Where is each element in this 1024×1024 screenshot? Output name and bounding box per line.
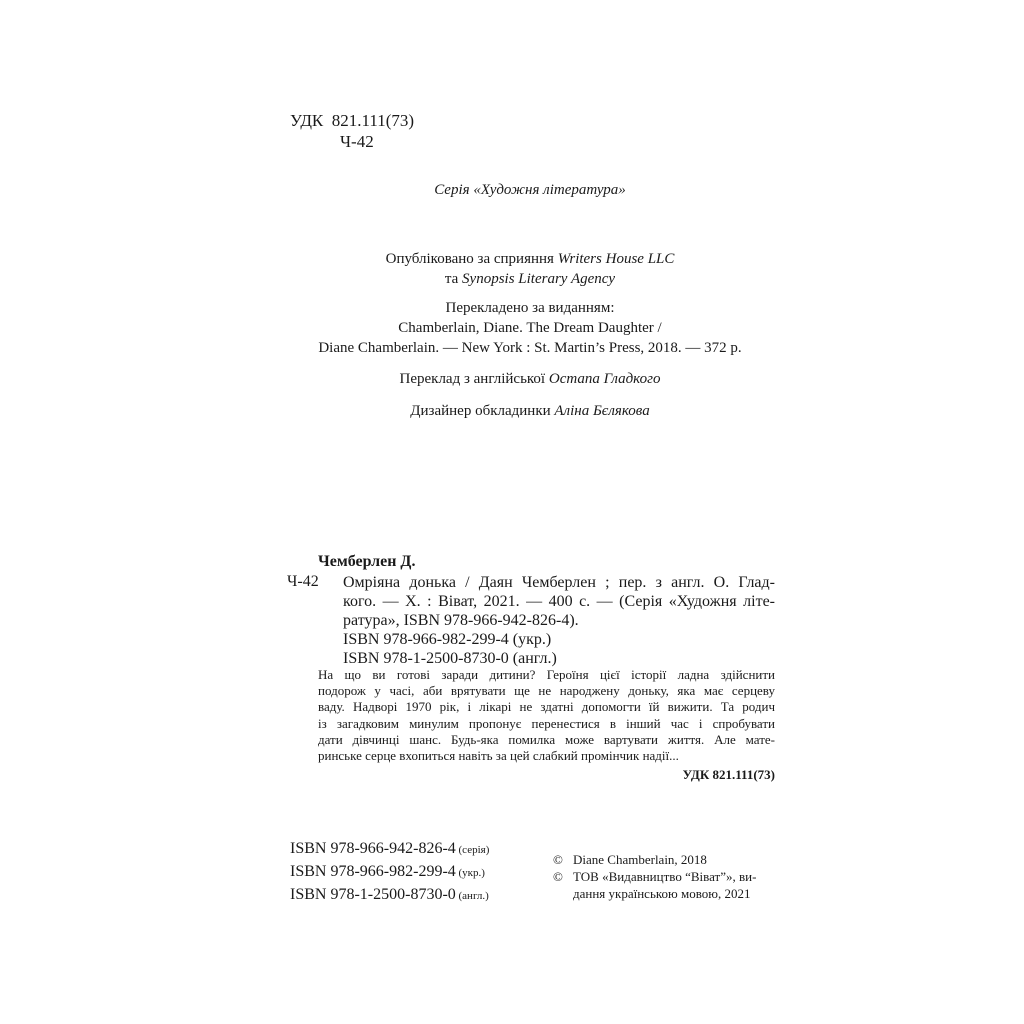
copyright-symbol: © — [553, 852, 563, 867]
copyright-text: ТОВ «Видавництво “Віват”», ви- — [573, 869, 757, 884]
card-isbn-ukr: ISBN 978-966-982-299-4 (укр.) — [343, 631, 552, 648]
isbn-note: (англ.) — [455, 890, 489, 902]
designer-lead: Дизайнер обкладинки — [410, 403, 555, 419]
original-edition — [270, 298, 790, 358]
card-line: кого. — Х. : Віват, 2021. — 400 с. — (Серія «Художня літе- — [343, 593, 775, 610]
card-isbn-eng: ISBN 978-1-2500-8730-0 (англ.) — [343, 650, 557, 667]
isbn-list — [290, 838, 489, 907]
original-line-1: Chamberlain, Diane. The Dream Daughter / — [398, 320, 662, 336]
isbn-number: ISBN 978-966-942-826-4 — [290, 840, 456, 857]
annotation-line: На що ви готові заради дитини? Героїня цієї історії ладна здійснити — [318, 667, 775, 682]
translator-lead: Переклад з англійської — [399, 371, 549, 387]
annotation-line: ваду. Надворі 1970 рік, і лікарі не здатні допомогти їй вижити. Та родич — [318, 699, 775, 715]
udk-label: УДК — [290, 111, 324, 130]
original-heading: Перекладено за виданням: — [445, 300, 615, 316]
copyright-line — [553, 851, 756, 868]
translator-name: Остапа Гладкого — [548, 371, 661, 387]
annotation-line: дати дівчинці шанс. Будь-яка помилка може вартувати життя. Але мате- — [318, 731, 775, 747]
published-credit — [270, 249, 790, 289]
published-lead-2: та — [444, 271, 463, 287]
card-code: Ч-42 — [287, 573, 319, 590]
copyright-line — [553, 885, 756, 902]
copyright-symbol: © — [553, 869, 563, 884]
isbn-note: (серія) — [455, 844, 490, 856]
isbn-item — [290, 884, 489, 907]
annotation-line: ринське серце вхопиться навіть за цей слабкий промінчик надії... — [318, 748, 679, 764]
card-author: Чемберлен Д. — [318, 553, 416, 570]
published-lead-1: Опубліковано за сприяння — [385, 251, 558, 267]
published-agency-1: Writers House LLC — [557, 251, 675, 267]
published-agency-2: Synopsis Literary Agency — [462, 271, 616, 287]
copyright-text: дання українською мовою, 2021 — [573, 886, 751, 901]
copyright-symbol — [553, 885, 573, 902]
author-index: Ч-42 — [340, 132, 374, 151]
original-line-2: Diane Chamberlain. — New York : St. Martin’s Press, 2018. — 372 p. — [318, 340, 742, 356]
udk-code: 821.111(73) — [331, 111, 415, 130]
isbn-item — [290, 861, 489, 884]
card-line: Омріяна донька / Даян Чемберлен ; пер. з англ. О. Глад- — [343, 574, 775, 591]
isbn-number: ISBN 978-966-982-299-4 — [290, 863, 456, 880]
annotation-line: подорож у часі, аби врятувати ще не народжену доньку, яка має серцеву — [318, 683, 775, 699]
card-line: ратура», ISBN 978-966-942-826-4). — [343, 612, 579, 629]
series-title: Серія «Художня література» — [434, 182, 626, 198]
isbn-item — [290, 838, 489, 861]
translator-credit — [270, 369, 790, 389]
designer-name: Аліна Бєлякова — [554, 403, 650, 419]
udk-header — [290, 110, 414, 152]
isbn-number: ISBN 978-1-2500-8730-0 — [290, 886, 456, 903]
copyright-text: Diane Chamberlain, 2018 — [573, 852, 707, 867]
annotation-line: із загадковим минулим пропонує перенестися в інший час і спробувати — [318, 715, 775, 731]
annotation — [318, 667, 775, 764]
copyright-line — [553, 868, 756, 885]
designer-credit — [270, 401, 790, 421]
copyright-block — [553, 851, 756, 902]
isbn-note: (укр.) — [455, 867, 485, 879]
annotation-udk: УДК 821.111(73) — [682, 767, 775, 782]
card-description — [343, 573, 775, 630]
